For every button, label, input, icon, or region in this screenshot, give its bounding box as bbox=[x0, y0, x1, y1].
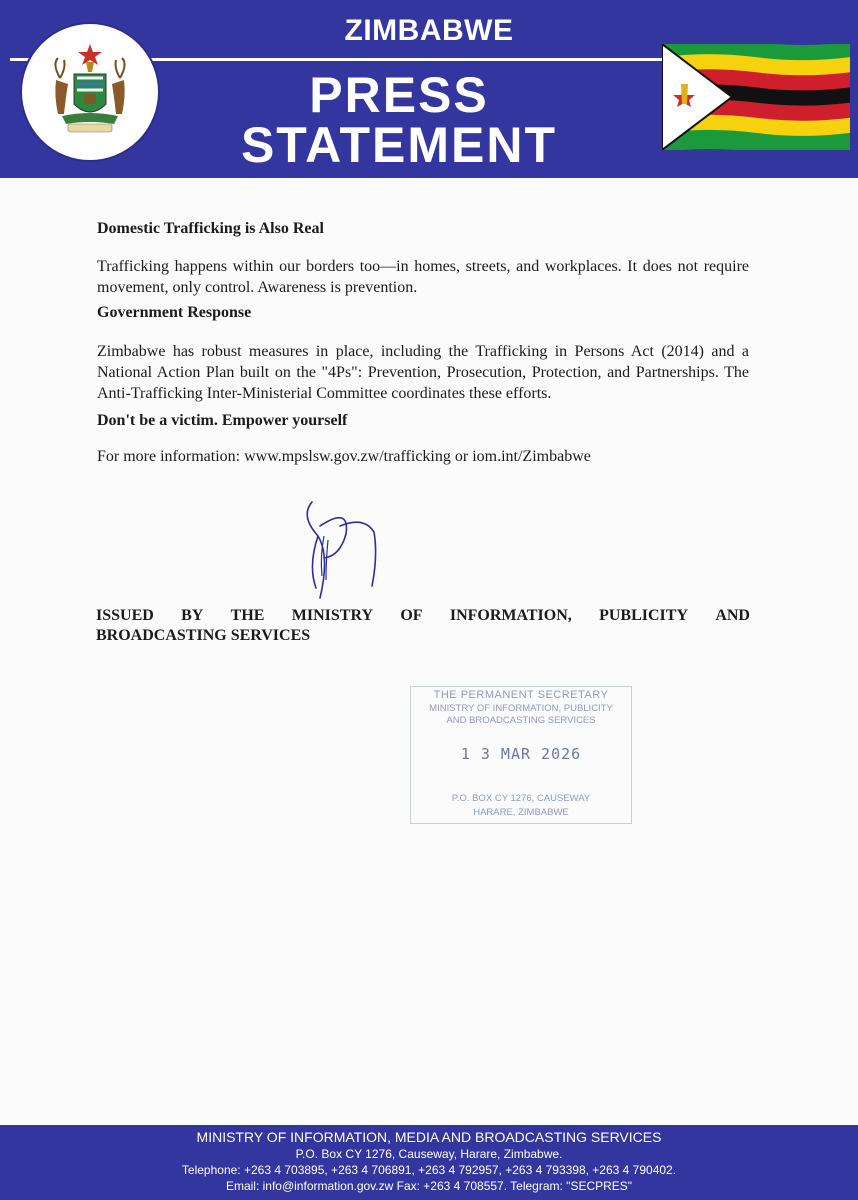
coat-of-arms-emblem bbox=[20, 22, 160, 162]
issued-by-line1 bbox=[96, 606, 750, 626]
press-title-line2: STATEMENT bbox=[240, 117, 558, 173]
issued-by-line2: BROADCASTING SERVICES bbox=[96, 627, 311, 644]
press-title-line1: PRESS bbox=[309, 67, 489, 123]
issued-word: ISSUED bbox=[96, 607, 154, 624]
section-heading: Domestic Trafficking is Also Real bbox=[97, 220, 324, 237]
issued-word: PUBLICITY bbox=[599, 607, 688, 624]
header-banner bbox=[0, 0, 858, 178]
stamp-line: P.O. BOX CY 1276, CAUSEWAY bbox=[451, 793, 591, 804]
issued-by bbox=[96, 606, 750, 646]
issued-word: INFORMATION, bbox=[449, 607, 572, 624]
issued-word: BY bbox=[181, 607, 204, 624]
footer-address: P.O. Box CY 1276, Causeway, Harare, Zimbabwe. bbox=[295, 1147, 563, 1161]
zimbabwe-flag-icon bbox=[662, 44, 850, 150]
section-heading: Don't be a victim. Empower yourself bbox=[97, 412, 348, 429]
stamp-line: MINISTRY OF INFORMATION, PUBLICITY bbox=[429, 703, 613, 714]
issued-word: THE bbox=[230, 607, 265, 624]
footer-telephone: Telephone: +263 4 703895, +263 4 706891, +263 4 792957, +263 4 793398, +263 4 790402. bbox=[181, 1163, 677, 1177]
section-paragraph: Trafficking happens within our borders too—in homes, streets, and workplaces. It does not require movement, only control. Awareness is prevention. bbox=[97, 258, 749, 296]
more-info-line: For more information: www.mpslsw.gov.zw/trafficking or iom.int/Zimbabwe bbox=[97, 448, 591, 465]
stamp-line: AND BROADCASTING SERVICES bbox=[446, 715, 596, 726]
stamp-line: THE PERMANENT SECRETARY bbox=[433, 689, 609, 701]
coat-of-arms-icon bbox=[22, 24, 158, 160]
section-heading: Government Response bbox=[97, 304, 252, 321]
signature bbox=[290, 496, 400, 606]
zimbabwe-flag bbox=[662, 44, 850, 150]
footer-contact: Email: info@information.gov.zw Fax: +263 4 708557. Telegram: "SECPRES" bbox=[225, 1179, 633, 1193]
footer-banner bbox=[0, 1125, 858, 1200]
section-paragraph: Zimbabwe has robust measures in place, including the Trafficking in Persons Act (2014) and a National Action Plan built on the "4Ps": Prevention, Prosecution, Protection, and Partnerships. The Anti-Trafficking Inter-Ministerial Committee coordinates these efforts. bbox=[97, 343, 749, 402]
footer-ministry: MINISTRY OF INFORMATION, MEDIA AND BROADCASTING SERVICES bbox=[196, 1129, 662, 1145]
stamp-date: 1 3 MAR 2026 bbox=[460, 745, 582, 763]
stamp-line: HARARE, ZIMBABWE bbox=[473, 807, 569, 818]
issued-word: OF bbox=[400, 607, 423, 624]
country-title: ZIMBABWE bbox=[344, 14, 514, 47]
issued-word: AND bbox=[715, 607, 750, 624]
issued-word: MINISTRY bbox=[291, 607, 374, 624]
official-stamp bbox=[410, 686, 632, 824]
